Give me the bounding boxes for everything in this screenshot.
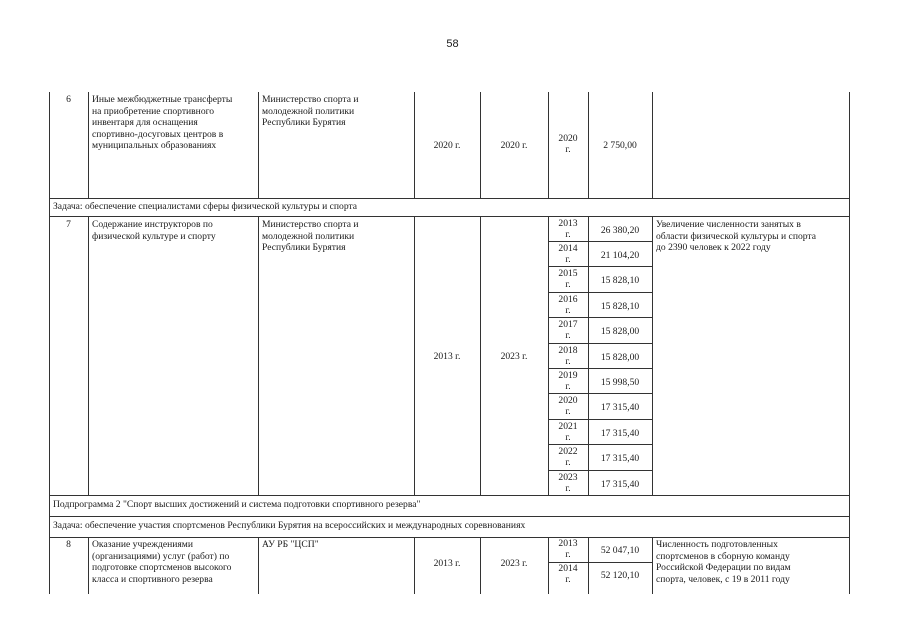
row7-year: 2013 г. [558,218,578,240]
row7-amount: 17 315,40 [600,428,640,439]
col-divider [258,537,259,594]
row6-activity-name: Иные межбюджетные трансферты на приобретение спортивного инвентаря для оснащения спортивно-досуговых центров в муниципальных образованиях [92,94,233,152]
row7-amount: 15 828,00 [600,352,640,363]
row-divider [49,216,849,217]
row6-executor: Министерство спорта и молодежной политики Республики Бурятия [262,94,359,129]
col-divider [652,216,653,495]
row7-year: 2023 г. [558,472,578,494]
row6-start: 2020 г. [433,140,461,151]
row-divider [49,516,849,517]
col-divider [88,216,89,495]
col-divider [88,92,89,198]
row7-year: 2021 г. [558,421,578,443]
row7-amount: 17 315,40 [600,479,640,490]
row6-number: 6 [66,94,71,105]
row7-activity-name: Содержание инструкторов по физической культуре и спорту [92,219,216,242]
row7-executor: Министерство спорта и молодежной политики Республики Бурятия [262,219,359,254]
row8-amount: 52 120,10 [600,570,640,581]
row7-number: 7 [66,219,71,230]
table-border-right [849,92,850,594]
row7-year: 2016 г. [558,294,578,316]
col-divider [88,537,89,594]
col-divider [258,216,259,495]
row-divider [49,537,849,538]
row8-end: 2023 г. [500,558,528,569]
row8-result: Численность подготовленных спортсменов в сборную команду Российской Федерации по видам спорта, человек, с 19 в 2011 году [656,539,791,585]
row7-amount: 15 828,10 [600,275,640,286]
row7-amount: 15 828,10 [600,301,640,312]
row-divider [49,198,849,199]
row8-activity-name: Оказание учреждениями (организациями) услуг (работ) по подготовке спортсменов высокого класса и спортивного резерва [92,539,232,585]
row7-year: 2019 г. [558,370,578,392]
row7-year: 2015 г. [558,268,578,290]
row8-year: 2014 г. [558,563,578,585]
row8-number: 8 [66,539,71,550]
task-1-label: Задача: обеспечение специалистами сферы физической культуры и спорта [53,201,358,212]
row8-amount: 52 047,10 [600,545,640,556]
row7-year: 2020 г. [558,395,578,417]
row7-year: 2017 г. [558,319,578,341]
row8-start: 2013 г. [433,558,461,569]
row7-end: 2023 г. [500,351,528,362]
row8-executor: АУ РБ "ЦСП" [262,539,319,550]
row7-year: 2014 г. [558,243,578,265]
row7-amount: 17 315,40 [600,453,640,464]
row7-result: Увеличение численности занятых в области физической культуры и спорта до 2390 человек к 2022 году [656,219,816,254]
row7-year: 2022 г. [558,446,578,468]
row7-amount: 21 104,20 [600,250,640,261]
task-2-label: Задача: обеспечение участия спортсменов Республики Бурятия на всероссийских и международных соревнованиях [53,520,526,531]
subprogram-2-label: Подпрограмма 2 "Спорт высших достижений и система подготовки спортивного резерва" [53,499,421,510]
col-divider [258,92,259,198]
row6-end: 2020 г. [500,140,528,151]
table-border-left [49,92,50,594]
row7-start: 2013 г. [433,351,461,362]
col-divider [652,92,653,198]
row7-amount: 15 828,00 [600,326,640,337]
col-divider [652,537,653,594]
row7-year: 2018 г. [558,345,578,367]
row7-amount: 15 998,50 [600,377,640,388]
page-number: 58 [446,38,459,50]
row-divider [49,495,849,496]
row6-year: 2020 г. [558,133,578,155]
row6-amount: 2 750,00 [603,140,637,151]
row7-amount: 26 380,20 [600,225,640,236]
row7-amount: 17 315,40 [600,402,640,413]
row8-year: 2013 г. [558,538,578,560]
